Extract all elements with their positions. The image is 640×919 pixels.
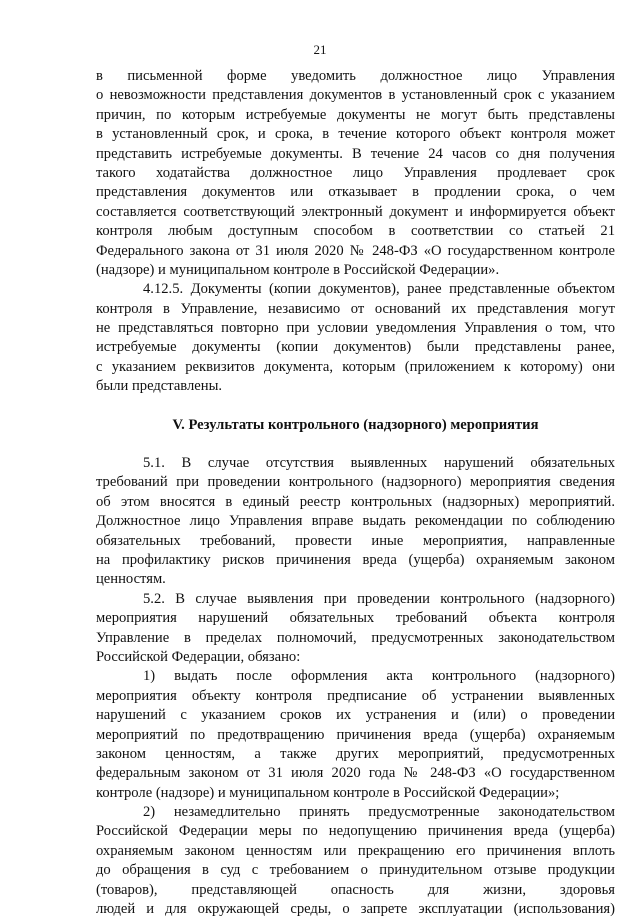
text-line: на профилактику рисков причинения вреда (ущерба) охраняемым законом — [96, 551, 615, 568]
text-line: 5.1. В случае отсутствия выявленных нарушений обязательных — [143, 455, 615, 472]
text-line: обязательных требований, провести иные мероприятия, направленные — [96, 532, 615, 549]
text-line: 1) выдать после оформления акта контрольного (надзорного) — [143, 668, 615, 685]
text-line: мероприятия объекту контроля предписание об устранении выявленных — [96, 687, 615, 704]
text-line: федеральным законом от 31 июля 2020 года № 248-ФЗ «О государственном — [96, 765, 615, 782]
text-line: с указанием реквизитов документа, которым (приложением к которому) они — [96, 358, 615, 375]
text-line: ценностям. — [96, 571, 166, 588]
text-line: о невозможности представления документов в установленный срок с указанием — [96, 87, 615, 104]
text-line: законом ценностям, а также других мероприятий, предусмотренных — [96, 745, 615, 762]
text-line: Российской Федерации меры по недопущению причинения вреда (ущерба) — [96, 823, 615, 840]
page-number: 21 — [313, 42, 327, 57]
text-line: 4.12.5. Документы (копии документов), ранее представленные объектом — [143, 281, 615, 298]
text-line: в письменной форме уведомить должностное лицо Управления — [96, 68, 615, 84]
text-line: причин, по которым истребуемые документы не могут быть представлены — [96, 106, 615, 123]
text-line: мероприятий по предотвращению причинения вреда (ущерба) охраняемым — [96, 726, 615, 743]
text-line: Должностное лицо Управления вправе выдать рекомендации по соблюдению — [96, 513, 615, 530]
text-line: контроле (надзоре) и муниципальном контроле в Российской Федерации»; — [96, 784, 560, 801]
text-line: (надзоре) и муниципальном контроле в Российской Федерации». — [96, 261, 500, 278]
document-body — [96, 67, 615, 919]
text-line: контроля любым доступным способом в соответствии со статьей 21 — [96, 223, 615, 240]
text-line: Российской Федерации, обязано: — [96, 648, 301, 665]
text-line: Управление в пределах полномочий, предусмотренных законодательством — [96, 629, 615, 646]
paragraph-4-12-5 — [96, 280, 615, 396]
text-line: (товаров), представляющей опасность для жизни, здоровья — [96, 881, 615, 898]
text-line: Федерального закона от 31 июля 2020 № 248-ФЗ «О государственном контроле — [96, 242, 615, 259]
text-line: людей и для окружающей среды, о запрете эксплуатации (использования) — [96, 901, 615, 918]
text-line: 5.2. В случае выявления при проведении контрольного (надзорного) — [143, 590, 615, 607]
text-line: составляется соответствующий электронный документ и информируется объект — [96, 203, 615, 220]
text-line: требований при проведении контрольного (надзорного) мероприятия сведения — [96, 474, 615, 491]
text-line: об этом вносятся в единый реестр контрольных (надзорных) мероприятий. — [96, 493, 615, 510]
text-line: контроля в Управление, независимо от оснований их представления могут — [96, 300, 615, 317]
text-line: нарушений с указанием сроков их устранения и (или) о проведении — [96, 707, 615, 724]
text-line: представления документов или отказывает в продлении срока, о чем — [96, 184, 615, 201]
paragraph-notice-continuation — [96, 67, 615, 280]
list-item-1 — [96, 667, 615, 803]
list-item-2 — [96, 803, 615, 919]
text-line: не представляться повторно при условии уведомления Управления о том, что — [96, 320, 615, 337]
text-line: мероприятия нарушений обязательных требований объекта контроля — [96, 610, 615, 627]
text-line: такого ходатайства должностное лицо Управления продлевает срок — [96, 164, 615, 181]
paragraph-5-1 — [96, 454, 615, 590]
text-line: охраняемым законом ценностям или прекращению его причинения вплоть — [96, 842, 615, 859]
paragraph-5-2 — [96, 590, 615, 668]
section-heading: V. Результаты контрольного (надзорного) мероприятия — [172, 416, 539, 433]
text-line: представить истребуемые документы. В течение 24 часов со дня получения — [96, 145, 615, 162]
text-line: были представлены. — [96, 378, 223, 395]
text-line: истребуемые документы (копии документов) были представлены ранее, — [96, 339, 615, 356]
text-line: 2) незамедлительно принять предусмотренные законодательством — [143, 804, 615, 821]
text-line: до обращения в суд с требованием о принудительном отзыве продукции — [96, 862, 615, 879]
text-line: в установленный срок, и срока, в течение которого объект контроля может — [96, 126, 615, 143]
